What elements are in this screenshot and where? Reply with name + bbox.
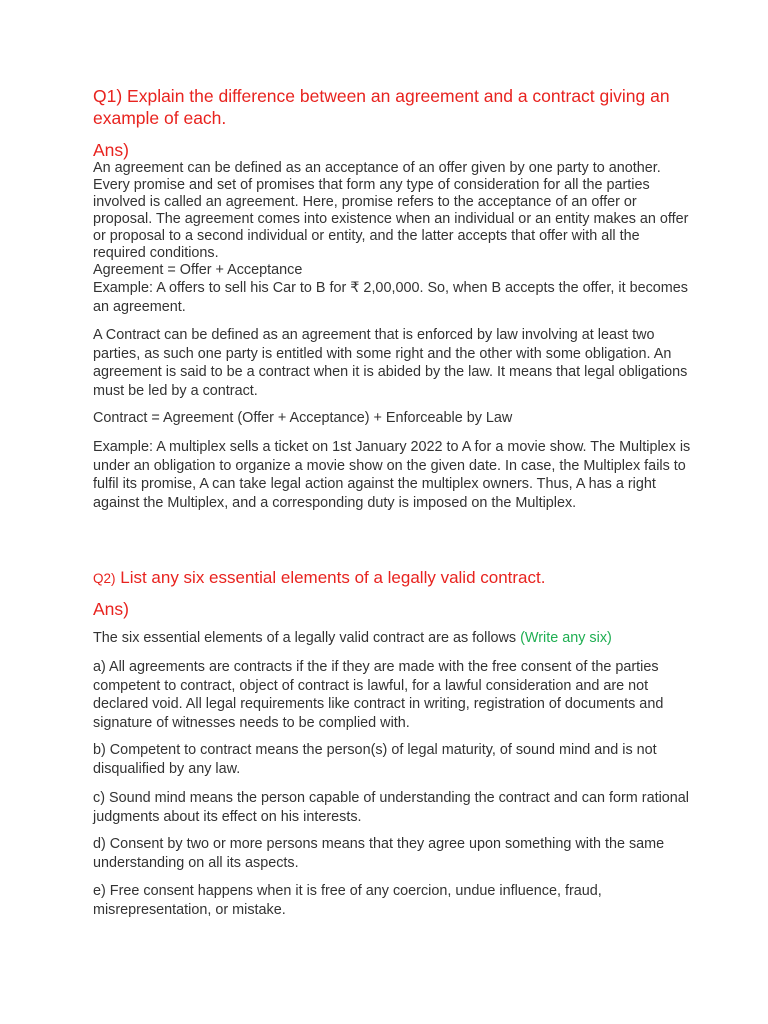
q2-intro-note: (Write any six) <box>520 630 612 646</box>
list-item-e: e) Free consent happens when it is free of any coercion, undue influence, fraud, misrepresentation, or mistake. <box>93 883 602 918</box>
list-item-a: a) All agreements are contracts if the if they are made with the free consent of the parties competent to contract, object of contract is lawful, for a lawful consideration and are not declared void. All legal requirements like contract in writing, registration of documents and signature of witnesses needs to be complied with. <box>93 659 664 731</box>
list-item-c: c) Sound mind means the person capable of understanding the contract and can form rational judgments about its effect on his interests. <box>93 790 689 825</box>
q1-ans-label: Ans) <box>93 140 129 160</box>
q2-intro-text: The six essential elements of a legally valid contract are as follows <box>93 630 521 646</box>
contract-paragraph: A Contract can be defined as an agreement that is enforced by law involving at least two parties, as such one party is entitled with some right and the other with some obligation. An agreement is said to be a contract when it is abided by the law. It means that legal obligations must be led by a contract. <box>93 327 688 399</box>
agreement-paragraph: An agreement can be defined as an acceptance of an offer given by one party to another. Every promise and set of promises that form any type of consideration for all the parties involved is called an agreement. Here, promise refers to the acceptance of an offer or proposal. The agreement comes into existence when an individual or an entity makes an offer or proposal to a second individual or entity, and the latter accepts that offer with all the required conditions. <box>93 160 689 261</box>
q2-question-text: List any six essential elements of a legally valid contract. <box>115 568 546 587</box>
q1-question: Q1) Explain the difference between an agreement and a contract giving an example of each. <box>93 86 670 128</box>
q2-number: Q2) <box>93 571 116 586</box>
list-item-b: b) Competent to contract means the person(s) of legal maturity, of sound mind and is not disqualified by any law. <box>93 742 657 777</box>
agreement-example: Example: A offers to sell his Car to B for ₹ 2,00,000. So, when B accepts the offer, it becomes an agreement. <box>93 280 688 315</box>
contract-formula: Contract = Agreement (Offer + Acceptance) + Enforceable by Law <box>93 410 513 426</box>
list-item-d: d) Consent by two or more persons means that they agree upon something with the same understanding on all its aspects. <box>93 836 665 871</box>
q2-question <box>93 567 713 590</box>
contract-example: Example: A multiplex sells a ticket on 1st January 2022 to A for a movie show. The Multiplex is under an obligation to organize a movie show on the given date. In case, the Multiplex fails to fulfil its promise, A can take legal action against the multiplex owners. Thus, A has a right against the Multiplex, and a corresponding duty is imposed on the Multiplex. <box>93 439 691 511</box>
agreement-formula: Agreement = Offer + Acceptance <box>93 262 303 278</box>
q2-intro <box>93 629 693 648</box>
q2-ans-label: Ans) <box>93 599 129 619</box>
